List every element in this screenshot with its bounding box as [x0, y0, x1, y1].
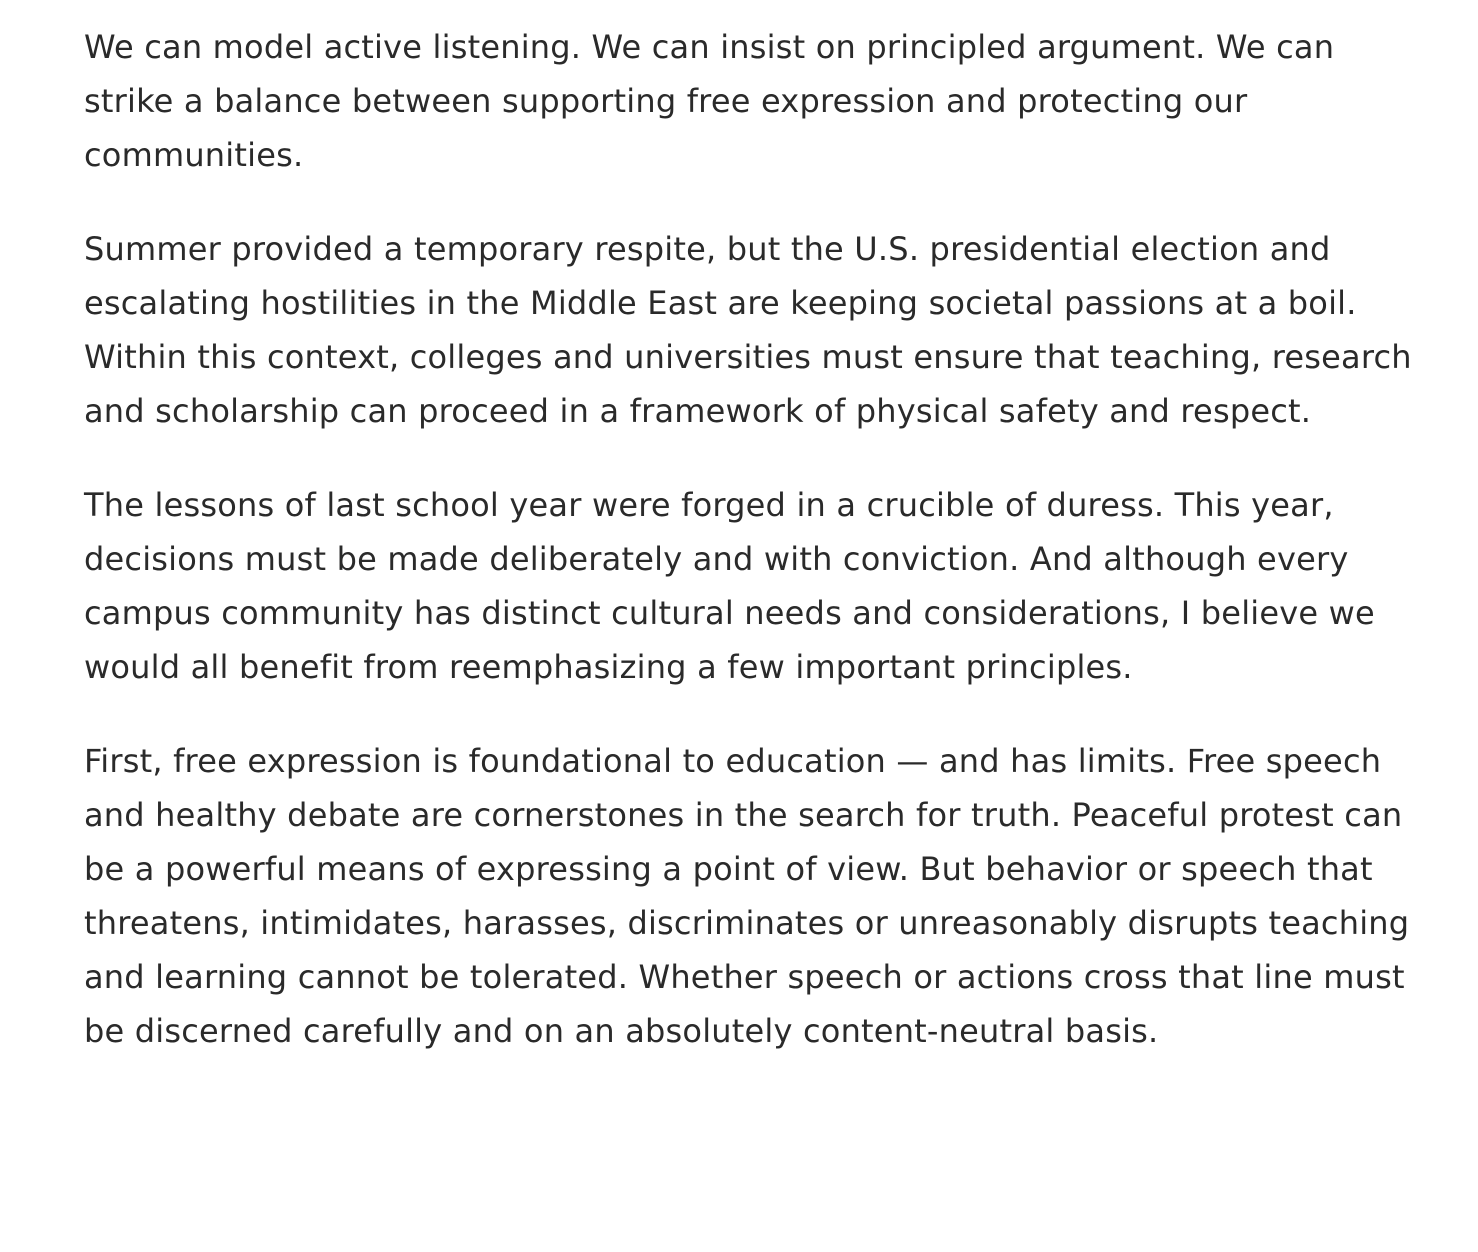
paragraph-summer-respite: Summer provided a temporary respite, but the U.S. presidential election and escalating hostilities in the Middle East are keeping societal passions at a boil. Within this context, colleges and universities must ensure that teaching, research and scholarship can proceed in a framework of physical safety and respect.	[84, 230, 1412, 430]
paragraph-active-listening: We can model active listening. We can insist on principled argument. We can strike a balance between supporting free expression and protecting our communities.	[84, 28, 1335, 174]
paragraph-lessons-last-year: The lessons of last school year were forged in a crucible of duress. This year, decisions must be made deliberately and with conviction. And although every campus community has distinct cultural needs and considerations, I believe we would all benefit from reemphasizing a few important principles.	[84, 486, 1375, 686]
paragraph-free-expression: First, free expression is foundational to education — and has limits. Free speech and healthy debate are cornerstones in the search for truth. Peaceful protest can be a powerful means of expressing a point of view. But behavior or speech that threatens, intimidates, harasses, discriminates or unreasonably disrupts teaching and learning cannot be tolerated. Whether speech or actions cross that line must be discerned carefully and on an absolutely content-neutral basis.	[84, 742, 1410, 1050]
article-body	[84, 20, 1414, 1058]
